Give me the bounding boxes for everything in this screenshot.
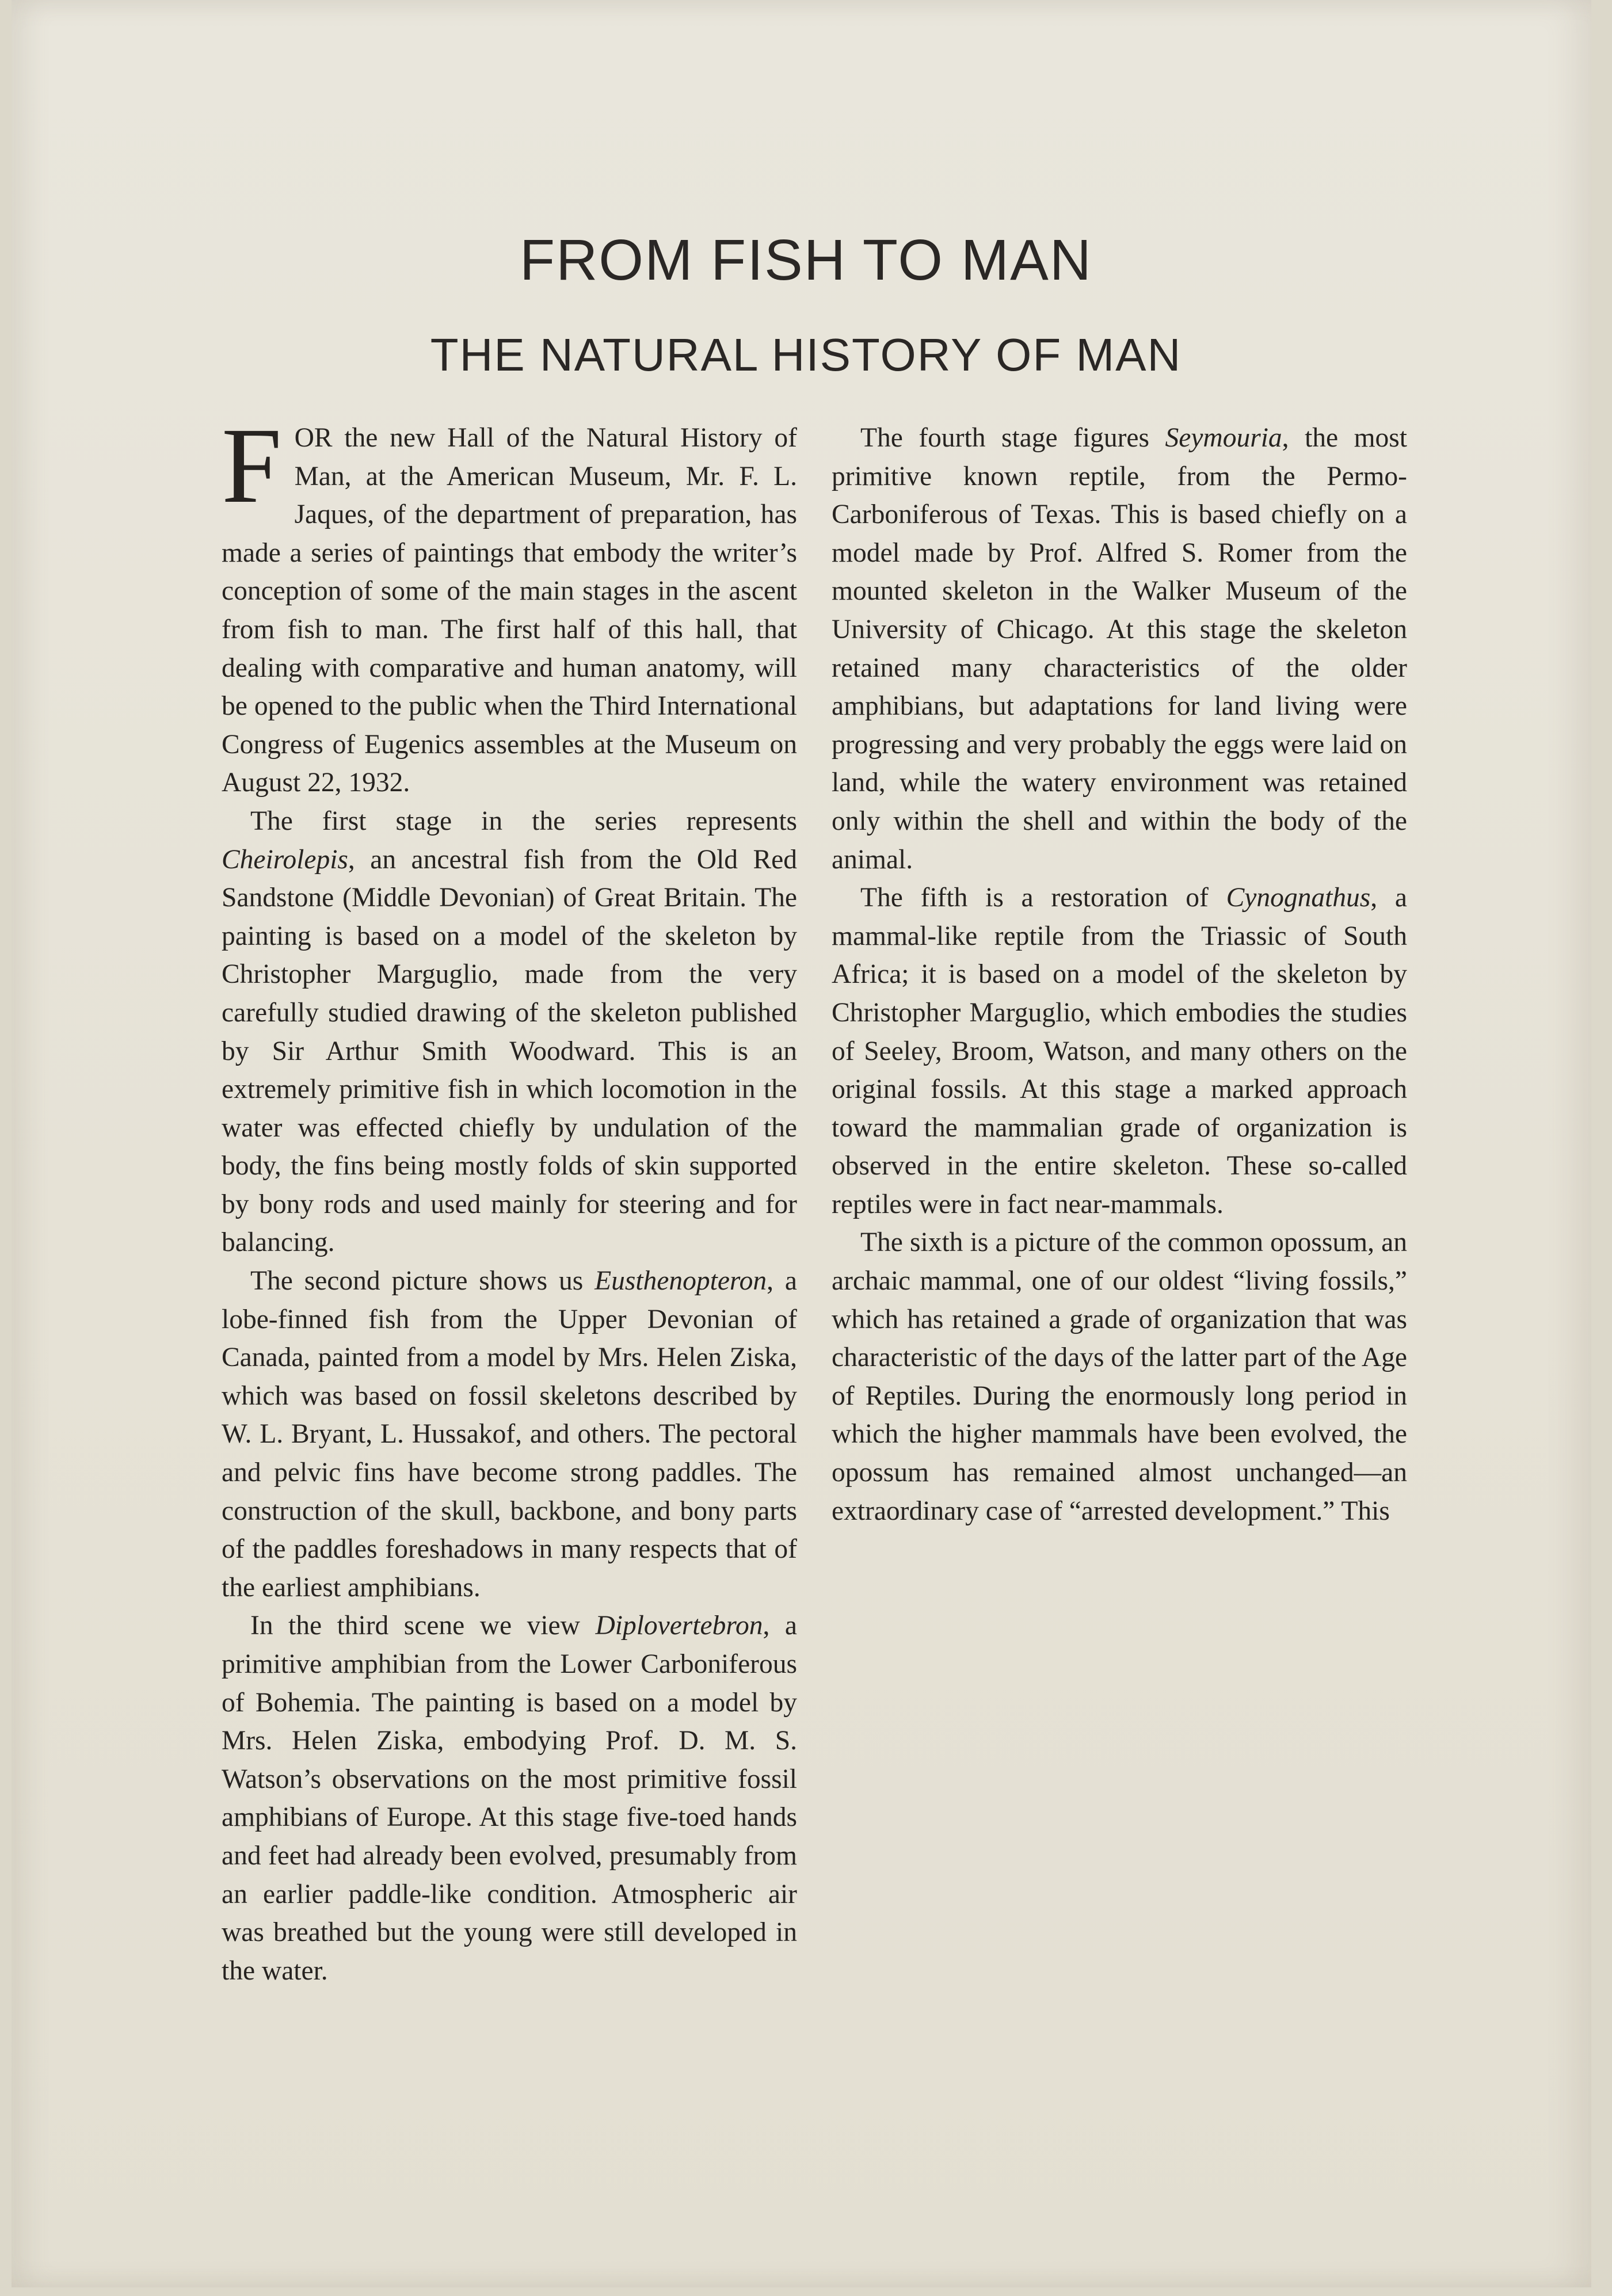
species-name: Cheirolepis [222, 844, 348, 875]
species-name: Eusthenopteron [595, 1266, 767, 1296]
drop-cap: F [222, 405, 282, 525]
article-subtitle: THE NATURAL HISTORY OF MAN [430, 329, 1182, 380]
paragraph-first-stage [222, 802, 797, 1262]
text-run: , a primitive amphibian from the Lower Carboniferous of Bohemia. The painting is based on a model by Mrs. Helen Ziska, embodying Prof. D. M. S. Watson’s observations on the most primitive fossil amphibians of Europe. At this stage five-toed hands and feet had already been evolved, presumably from an earlier paddle-like condition. Atmospheric air was breathed but the young were still developed in the water. [222, 1611, 797, 1986]
text-run: , a mammal-like reptile from the Triassic of South Africa; it is based on a model of the skeleton by Christopher Marguglio, which embodies the studies of Seeley, Broom, Watson, and many others on the original fossils. At this stage a marked approach toward the mammalian grade of organization is observed in the entire skeleton. These so-called reptiles were in fact near-mammals. [832, 883, 1407, 1219]
text-run: The first stage in the series represents [250, 806, 797, 836]
paragraph-intro-text: OR the new Hall of the Natural History of Man, at the American Museum, Mr. F. L. Jaques, of the department of preparation, has made a series of paintings that embody the writer’s conception of some of the main stages in the ascent from fish to man. The first half of this hall, that dealing with comparative and human anatomy, will be opened to the public when the Third International Congress of Eugenics assembles at the Museum on August 22, 1932. [222, 423, 797, 798]
text-run: , a lobe-finned fish from the Upper Devonian of Canada, painted from a model by Mrs. Helen Ziska, which was based on fossil skeletons described by W. L. Bryant, L. Hussakof, and others. The pectoral and pelvic fins have become strong paddles. The construction of the skull, backbone, and bony parts of the paddles foreshadows in many respects that of the earliest amphibians. [222, 1266, 797, 1603]
left-column [222, 405, 797, 1990]
paragraph-second-stage [222, 1262, 797, 1607]
species-name: Seymouria [1165, 423, 1282, 453]
paragraph-fourth-stage [832, 419, 1407, 879]
right-column [832, 419, 1407, 1530]
paragraph-intro [222, 405, 797, 802]
text-run: The second picture shows us [250, 1266, 595, 1296]
paragraph-fifth-stage [832, 879, 1407, 1223]
species-name: Diplovertebron [595, 1611, 763, 1641]
text-run: , the most primitive known reptile, from the Permo-Carboniferous of Texas. This is based chiefly on a model made by Prof. Alfred S. Romer from the mounted skeleton in the Walker Museum of the University of Chicago. At this stage the skeleton retained many characteristics of the older amphibians, but adaptations for land living were progressing and very probably the eggs were laid on land, while the watery environment was retained only within the shell and within the body of the animal. [832, 423, 1407, 875]
text-run: In the third scene we view [250, 1611, 596, 1641]
species-name: Cynognathus [1226, 883, 1371, 913]
text-run: , an ancestral fish from the Old Red Sandstone (Middle Devonian) of Great Britain. The painting is based on a model of the skeleton by Christopher Marguglio, made from the very carefully studied drawing of the skeleton published by Sir Arthur Smith Woodward. This is an extremely primitive fish in which locomotion in the water was effected chiefly by undulation of the body, the fins being mostly folds of skin supported by bony rods and used mainly for steering and for balancing. [222, 844, 797, 1258]
article-title: FROM FISH TO MAN [520, 228, 1092, 292]
text-run: The fifth is a restoration of [860, 883, 1226, 913]
paragraph-sixth-stage: The sixth is a picture of the common opossum, an archaic mammal, one of our oldest “living fossils,” which has retained a grade of organization that was characteristic of the days of the latter part of the Age of Reptiles. During the enormously long period in which the higher mammals have been evolved, the opossum has remained almost unchanged—an extraordinary case of “arrested development.” This [832, 1227, 1407, 1526]
paragraph-third-stage [222, 1607, 797, 1990]
text-run: The fourth stage figures [860, 423, 1165, 453]
